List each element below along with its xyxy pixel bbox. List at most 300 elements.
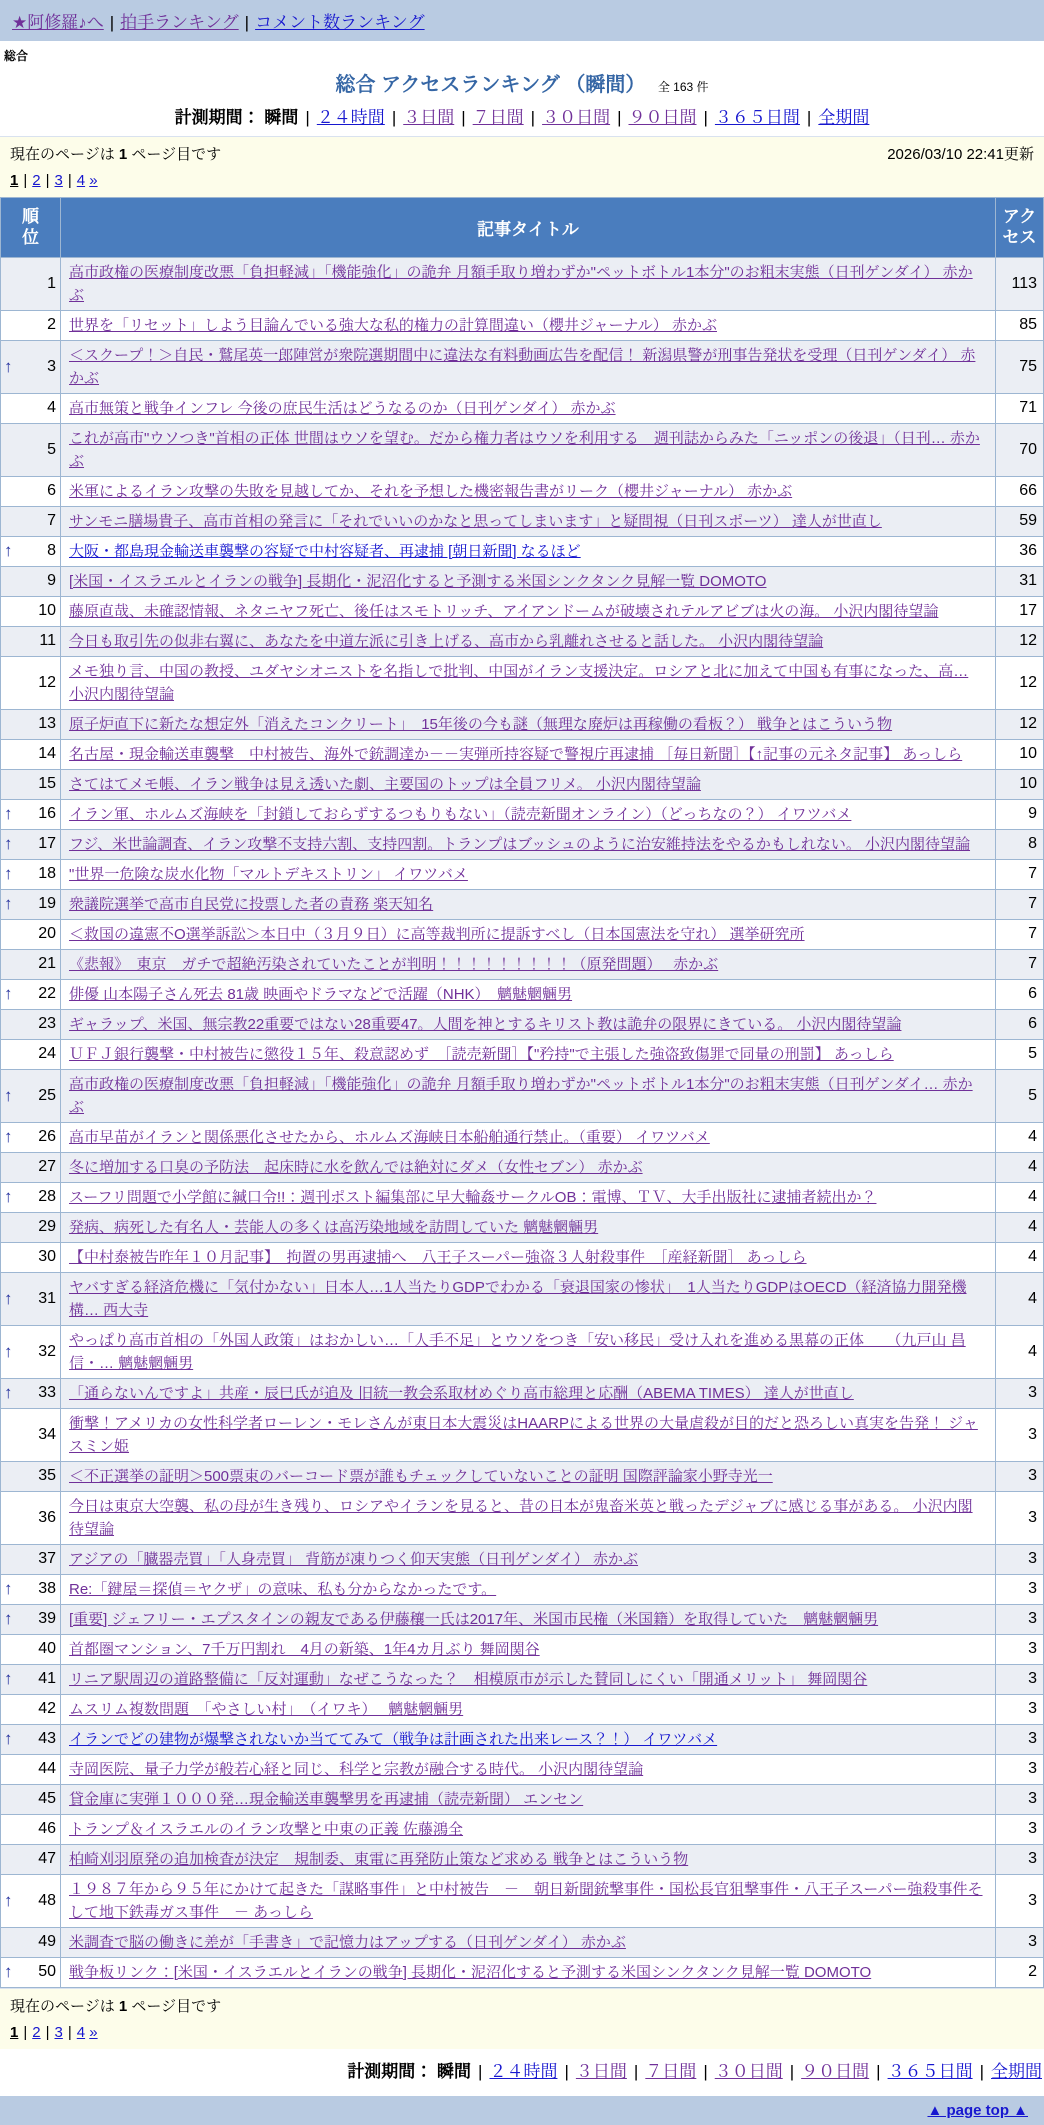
- article-link[interactable]: スーフリ問題で小学館に緘口令!!：週刊ポスト編集部に早大輪姦サークルOB：電博、ＴＶ、大手出版社に逮捕者続出か？: [69, 1188, 877, 1206]
- access-count: 3: [996, 1604, 1044, 1634]
- access-count: 3: [996, 1664, 1044, 1694]
- period-link[interactable]: ２４時間: [316, 108, 385, 127]
- period-link[interactable]: ９０日間: [628, 108, 697, 127]
- rank-cell: [1, 340, 61, 393]
- pagination-page-link[interactable]: 2: [32, 2023, 41, 2041]
- rank-cell: [1, 949, 61, 979]
- rank-number: 16: [38, 805, 56, 822]
- top-nav-link[interactable]: コメント数ランキング: [255, 13, 425, 32]
- table-row: [1, 596, 1044, 626]
- article-title-cell: [61, 1461, 996, 1491]
- article-link[interactable]: イラン軍、ホルムズ海峡を「封鎖しておらずするつもりもない」（読売新聞オンライン）（どっちなの？） イワツバメ: [69, 805, 852, 823]
- table-row: [1, 1182, 1044, 1212]
- period-link[interactable]: ２４時間: [489, 2061, 558, 2081]
- rank-cell: [1, 566, 61, 596]
- rank-cell: [1, 1242, 61, 1272]
- table-row: [1, 919, 1044, 949]
- article-link[interactable]: ＜救国の違憲不О選挙訴訟＞本日中（３月９日）に高等裁判所に提訴すべし（日本国憲法を守れ） 選挙研究所: [69, 925, 805, 943]
- table-row: [1, 1634, 1044, 1664]
- rank-number: 24: [38, 1045, 56, 1062]
- article-link[interactable]: 首都圏マンション、7千万円割れ 4月の新築、1年4カ月ぶり 舞岡関谷: [69, 1640, 540, 1658]
- rank-number: 23: [38, 1015, 56, 1032]
- pagination-top: [10, 172, 1034, 189]
- article-link[interactable]: 高市政権の医療制度改悪「負担軽減」「機能強化」の詭弁 月額手取り増わずか"ペットボトル1本分"のお粗末実態（日刊ゲンダイ） 赤かぶ: [69, 263, 973, 304]
- access-count: 4: [996, 1182, 1044, 1212]
- table-row: [1, 1491, 1044, 1544]
- rank-cell: [1, 1814, 61, 1844]
- rank-number: 5: [47, 440, 56, 458]
- article-link[interactable]: １９８７年から９５年にかけて起きた「謀略事件」と中村被告 － 朝日新聞銃撃事件・国松長官狙撃事件・八王子スーパー強殺事件そして地下鉄毒ガス事件 － あっしら: [69, 1880, 983, 1921]
- article-link[interactable]: 大阪・都島現金輸送車襲撃の容疑で中村容疑者、再逮捕 [朝日新聞] なるほど: [69, 542, 581, 560]
- table-row: [1, 1874, 1044, 1927]
- table-row: [1, 1212, 1044, 1242]
- board-label: 総合: [4, 49, 29, 63]
- rank-cell: [1, 1182, 61, 1212]
- article-link[interactable]: 今日は東京大空襲、私の母が生き残り、ロシアやイランを見ると、昔の日本が鬼畜米英と戦ったデジャブに感じる事がある。 小沢内閣待望論: [69, 1497, 973, 1538]
- table-row: [1, 340, 1044, 393]
- rank-cell: [1, 310, 61, 340]
- rank-number: 33: [38, 1384, 56, 1401]
- article-link[interactable]: [重要] ジェフリー・エプスタインの親友である伊藤穰一氏は2017年、米国市民権（米国籍）を取得していた 魑魅魍魎男: [69, 1610, 879, 1628]
- rank-cell: [1, 1122, 61, 1152]
- table-row: [1, 1724, 1044, 1754]
- period-link[interactable]: ７日間: [472, 108, 524, 127]
- table-row: [1, 1574, 1044, 1604]
- rank-up-icon: ↑: [4, 1127, 13, 1146]
- table-row: [1, 257, 1044, 310]
- rank-up-icon: ↑: [4, 1609, 13, 1628]
- rank-up-icon: ↑: [4, 1383, 13, 1402]
- rank-cell: [1, 1724, 61, 1754]
- rank-cell: [1, 423, 61, 476]
- article-title-cell: [61, 1378, 996, 1408]
- top-nav-link[interactable]: ★阿修羅♪へ: [12, 13, 104, 32]
- rank-up-icon: ↑: [4, 1085, 13, 1105]
- rank-cell: [1, 1664, 61, 1694]
- rank-cell: [1, 709, 61, 739]
- rank-number: 30: [38, 1248, 56, 1265]
- article-link[interactable]: さてはてメモ帳、イラン戦争は見え透いた劇、主要国のトップは全員フリメ。 小沢内閣待望論: [69, 775, 701, 793]
- article-link[interactable]: 名古屋・現金輸送車襲撃 中村被告、海外で銃調達か－－実弾所持容疑で警視庁再逮捕 ［毎日新聞］【↑記事の元ネタ記事】 あっしら: [69, 745, 963, 763]
- rank-cell: [1, 859, 61, 889]
- rank-number: 14: [38, 745, 56, 762]
- table-row: [1, 1604, 1044, 1634]
- page-top-bar: [0, 2096, 1044, 2125]
- article-title-cell: [61, 1491, 996, 1544]
- table-row: [1, 1069, 1044, 1122]
- article-link[interactable]: 高市早苗がイランと関係悪化させたから、ホルムズ海峡日本船舶通行禁止。（重要） イワツバメ: [69, 1128, 710, 1146]
- table-row: [1, 506, 1044, 536]
- rank-number: 26: [38, 1128, 56, 1145]
- article-title-cell: [61, 1544, 996, 1574]
- article-title-cell: [61, 1212, 996, 1242]
- rank-up-icon: ↑: [4, 834, 13, 853]
- article-link[interactable]: 衆議院選挙で高市自民党に投票した者の責務 楽天知名: [69, 895, 434, 913]
- article-title-cell: [61, 506, 996, 536]
- rank-cell: [1, 536, 61, 566]
- article-link[interactable]: ＜スクープ！＞自民・鷲尾英一郎陣営が衆院選期間中に違法な有料動画広告を配信！ 新潟県警が刑事告発状を受理（日刊ゲンダイ） 赤かぶ: [69, 346, 976, 387]
- rank-cell: [1, 1784, 61, 1814]
- pagination-next-link[interactable]: »: [89, 2023, 98, 2041]
- rank-up-icon: ↑: [4, 984, 13, 1003]
- rank-cell: [1, 1152, 61, 1182]
- table-row: [1, 1664, 1044, 1694]
- article-title-cell: [61, 1874, 996, 1927]
- pagination-current-page: 1: [10, 2023, 19, 2041]
- rank-cell: [1, 829, 61, 859]
- access-count: 3: [996, 1461, 1044, 1491]
- table-row: [1, 566, 1044, 596]
- separator: |: [67, 172, 72, 189]
- access-count: 3: [996, 1754, 1044, 1784]
- rank-cell: [1, 476, 61, 506]
- article-link[interactable]: アジアの「臓器売買」「人身売買」 背筋が凍りつく仰天実態（日刊ゲンダイ） 赤かぶ: [69, 1550, 639, 1568]
- rank-cell: [1, 1574, 61, 1604]
- rank-cell: [1, 1069, 61, 1122]
- separator: |: [67, 2023, 72, 2041]
- total-count: 全 163 件: [657, 80, 709, 94]
- article-title-cell: [61, 919, 996, 949]
- article-link[interactable]: 「通らないんですよ」共産・辰巳氏が追及 旧統一教会系取材めぐり高市総理と応酬（ABEMA TIMES） 達人が世直し: [69, 1384, 854, 1402]
- access-count: 75: [996, 340, 1044, 393]
- pagination-current-page: 1: [10, 172, 19, 189]
- article-title-cell: [61, 1604, 996, 1634]
- rank-up-icon: ↑: [4, 1729, 13, 1748]
- rank-number: 12: [38, 673, 56, 691]
- article-link[interactable]: リニア駅周辺の道路整備に「反対運動」なぜこうなった？ 相模原市が示した賛同しにくい「開通メリット」 舞岡関谷: [69, 1670, 868, 1688]
- access-count: 3: [996, 1694, 1044, 1724]
- rank-number: 41: [38, 1670, 56, 1687]
- pagination-page-link[interactable]: 4: [76, 2023, 86, 2041]
- access-count: 2: [996, 1957, 1044, 1987]
- rank-cell: [1, 257, 61, 310]
- article-title-cell: [61, 536, 996, 566]
- rank-cell: [1, 1212, 61, 1242]
- separator: |: [45, 172, 50, 189]
- article-title-cell: [61, 1814, 996, 1844]
- separator: |: [23, 2023, 28, 2041]
- table-row: [1, 769, 1044, 799]
- access-count: 12: [996, 709, 1044, 739]
- rank-cell: [1, 393, 61, 423]
- rank-number: 32: [38, 1342, 56, 1360]
- table-row: [1, 709, 1044, 739]
- rank-cell: [1, 1754, 61, 1784]
- article-title-cell: [61, 1242, 996, 1272]
- pagination-page-link[interactable]: 4: [76, 172, 86, 189]
- article-title-cell: [61, 1574, 996, 1604]
- access-count: 8: [996, 829, 1044, 859]
- rank-number: 3: [47, 357, 56, 375]
- rank-cell: [1, 1491, 61, 1544]
- pagination-next-link[interactable]: »: [89, 172, 98, 189]
- rank-number: 10: [38, 602, 56, 619]
- rank-number: 45: [38, 1790, 56, 1807]
- period-link[interactable]: ３０日間: [714, 2061, 783, 2081]
- article-title-cell: [61, 310, 996, 340]
- article-title-cell: [61, 799, 996, 829]
- separator: |: [876, 2061, 881, 2081]
- rank-number: 48: [38, 1891, 56, 1909]
- table-row: [1, 310, 1044, 340]
- article-link[interactable]: 発病、病死した有名人・芸能人の多くは高汚染地域を訪問していた 魑魅魍魎男: [69, 1218, 599, 1236]
- article-title-cell: [61, 1927, 996, 1957]
- article-title-cell: [61, 1408, 996, 1461]
- separator: |: [478, 2061, 483, 2081]
- period-label: 計測期間：: [174, 108, 260, 127]
- table-row: [1, 1957, 1044, 1987]
- table-row: [1, 1927, 1044, 1957]
- period-current: 瞬間: [264, 108, 299, 127]
- rank-up-icon: ↑: [4, 1669, 13, 1688]
- period-link[interactable]: 全期間: [991, 2061, 1042, 2081]
- separator: |: [979, 2061, 984, 2081]
- rank-up-icon: ↑: [4, 1890, 13, 1910]
- access-count: 12: [996, 626, 1044, 656]
- article-link[interactable]: イランでどの建物が爆撃されないか当ててみて（戦争は計画された出来レース？！） イワツバメ: [69, 1730, 718, 1748]
- article-link[interactable]: ヤバすぎる経済危機に「気付かない」日本人…1人当たりGDPでわかる「衰退国家の惨状」 1人当たりGDPはOECD（経済協力開発機構… 西大寺: [69, 1278, 967, 1319]
- table-row: [1, 739, 1044, 769]
- article-link[interactable]: 原子炉直下に新たな想定外「消えたコンクリート」 15年後の今も謎（無理な廃炉は再稼働の看板？） 戦争とはこういう物: [69, 715, 893, 733]
- article-link[interactable]: 世界を「リセット」しよう目論んでいる強大な私的権力の計算間違い（櫻井ジャーナル） 赤かぶ: [69, 316, 717, 334]
- period-link[interactable]: ９０日間: [801, 2061, 870, 2081]
- article-link[interactable]: 《悲報》 東京 ガチで超絶汚染されていたことが判明！！！！！！！！！（原発問題） 赤かぶ: [69, 955, 719, 973]
- article-link[interactable]: サンモニ膳場貴子、高市首相の発言に「それでいいのかなと思ってしまいます」と疑問視（日刊スポーツ） 達人が世直し: [69, 512, 882, 530]
- rank-number: 34: [38, 1425, 56, 1443]
- table-row: [1, 859, 1044, 889]
- article-link[interactable]: 高市政権の医療制度改悪「負担軽減」「機能強化」の詭弁 月額手取り増わずか"ペットボトル1本分"のお粗末実態（日刊ゲンダイ… 赤かぶ: [69, 1075, 973, 1116]
- access-count: 3: [996, 1378, 1044, 1408]
- top-nav-link[interactable]: 拍手ランキング: [120, 13, 239, 32]
- article-title-cell: [61, 979, 996, 1009]
- pagination-page-link[interactable]: 3: [54, 172, 63, 189]
- top-nav-bar: [0, 0, 1044, 41]
- article-title-cell: [61, 626, 996, 656]
- article-link[interactable]: 米軍によるイラン攻撃の失敗を見越してか、それを予想した機密報告書がリーク（櫻井ジャーナル） 赤かぶ: [69, 482, 793, 500]
- rank-cell: [1, 799, 61, 829]
- article-link[interactable]: 【中村泰被告昨年１０月記事】 拘置の男再逮捕へ 八王子スーパー強盗３人射殺事件 ［産経新聞］ あっしら: [69, 1248, 807, 1266]
- article-title-cell: [61, 423, 996, 476]
- pagination-page-link[interactable]: 3: [54, 2023, 63, 2041]
- article-title-cell: [61, 1325, 996, 1378]
- article-link[interactable]: 寺岡医院、量子力学が般若心経と同じ、科学と宗教が融合する時代。 小沢内閣待望論: [69, 1760, 644, 1778]
- access-count: 31: [996, 566, 1044, 596]
- rank-number: 22: [38, 985, 56, 1002]
- article-title-cell: [61, 1957, 996, 1987]
- rank-cell: [1, 919, 61, 949]
- article-link[interactable]: 藤原直哉、未確認情報、ネタニヤフ死亡、後任はスモトリッチ、アイアンドームが破壊されテルアビブは火の海。 小沢内閣待望論: [69, 602, 939, 620]
- rank-cell: [1, 626, 61, 656]
- article-link[interactable]: ギャラップ、米国、無宗教22重要ではない28重要47。人間を神とするキリスト教は詭弁の限界にきている。 小沢内閣待望論: [69, 1015, 902, 1033]
- access-count: 3: [996, 1408, 1044, 1461]
- table-row: [1, 1461, 1044, 1491]
- ranking-table: [0, 197, 1044, 1988]
- article-link[interactable]: 今日も取引先の似非右翼に、あなたを中道左派に引き上げる、高市から乳離れさせると話した。 小沢内閣待望論: [69, 632, 824, 650]
- page-top-link[interactable]: ▲ page top ▲: [927, 2101, 1028, 2119]
- article-link[interactable]: 戦争板リンク：[米国・イスラエルとイランの戦争] 長期化・泥沼化すると予測する米国シンクタンク見解一覧 DOMOTO: [69, 1963, 872, 1981]
- article-link[interactable]: ＵＦＪ銀行襲撃・中村被告に懲役１５年、殺意認めず ［読売新聞］【"矜持"で主張した強盗致傷罪で同量の刑罰】 あっしら: [69, 1045, 894, 1063]
- access-count: 12: [996, 656, 1044, 709]
- article-title-cell: [61, 709, 996, 739]
- rank-number: 15: [38, 775, 56, 792]
- rank-number: 47: [38, 1850, 56, 1867]
- column-header-access: アクセス: [996, 198, 1044, 258]
- separator: |: [633, 2061, 639, 2081]
- rank-up-icon: ↑: [4, 894, 13, 913]
- article-title-cell: [61, 1844, 996, 1874]
- access-count: 71: [996, 393, 1044, 423]
- access-count: 6: [996, 1009, 1044, 1039]
- rank-cell: [1, 1378, 61, 1408]
- rank-number: 43: [38, 1730, 56, 1747]
- page-title: 総合 アクセスランキング （瞬間）: [335, 74, 646, 96]
- article-link[interactable]: 俳優 山本陽子さん死去 81歳 映画やドラマなどで活躍（NHK） 魑魅魍魎男: [69, 985, 573, 1003]
- pagination-page-link[interactable]: 2: [32, 172, 41, 189]
- article-link[interactable]: 柏崎刈羽原発の追加検査が決定 規制委、東電に再発防止策など求める 戦争とはこういう物: [69, 1850, 689, 1868]
- article-title-cell: [61, 829, 996, 859]
- access-count: 10: [996, 739, 1044, 769]
- access-count: 4: [996, 1152, 1044, 1182]
- period-link[interactable]: ３日間: [575, 2061, 627, 2081]
- period-link[interactable]: 全期間: [818, 108, 870, 127]
- period-link[interactable]: ３日間: [403, 108, 455, 127]
- period-selector-bottom: [2, 2057, 1042, 2082]
- period-link[interactable]: ３６５日間: [887, 2061, 973, 2081]
- article-link[interactable]: [米国・イスラエルとイランの戦争] 長期化・泥沼化すると予測する米国シンクタンク見解一覧 DOMOTO: [69, 572, 767, 590]
- access-count: 5: [996, 1039, 1044, 1069]
- period-selector-top: [0, 103, 1044, 128]
- article-link[interactable]: フジ、米世論調査、イラン攻撃不支持六割、支持四割。トランプはブッシュのように治安維持法をやるかもしれない。 小沢内閣待望論: [69, 835, 971, 853]
- rank-number: 21: [38, 955, 56, 972]
- table-row: [1, 1844, 1044, 1874]
- period-links-bottom: [437, 2062, 1042, 2081]
- table-row: [1, 1009, 1044, 1039]
- rank-number: 46: [38, 1820, 56, 1837]
- rank-number: 2: [47, 316, 56, 333]
- rank-number: 39: [38, 1610, 56, 1627]
- rank-cell: [1, 1604, 61, 1634]
- article-link[interactable]: 冬に増加する口臭の予防法 起床時に水を飲んでは絶対にダメ（女性セブン） 赤かぶ: [69, 1158, 643, 1176]
- table-row: [1, 949, 1044, 979]
- table-row: [1, 1544, 1044, 1574]
- article-link[interactable]: Re:「鍵屋＝探偵＝ヤクザ」の意味、私も分からなかったです。: [69, 1580, 497, 1598]
- separator: |: [703, 108, 708, 127]
- rank-cell: [1, 1039, 61, 1069]
- separator: |: [109, 13, 115, 32]
- access-count: 10: [996, 769, 1044, 799]
- table-row: [1, 656, 1044, 709]
- table-row: [1, 799, 1044, 829]
- rank-number: 27: [38, 1158, 56, 1175]
- rank-number: 25: [38, 1086, 56, 1104]
- article-title-cell: [61, 476, 996, 506]
- article-title-cell: [61, 1754, 996, 1784]
- period-current: 瞬間: [437, 2061, 472, 2081]
- period-links: [264, 108, 869, 127]
- table-row: [1, 476, 1044, 506]
- rank-number: 13: [38, 715, 56, 732]
- rank-number: 20: [38, 925, 56, 942]
- top-nav-links: [12, 13, 425, 32]
- access-count: 4: [996, 1272, 1044, 1325]
- separator: |: [564, 2061, 569, 2081]
- access-count: 3: [996, 1844, 1044, 1874]
- period-link[interactable]: ３０日間: [542, 108, 611, 127]
- article-link[interactable]: ＜不正選挙の証明＞500票束のバーコード票が誰もチェックしていないことの証明 国際評論家小野寺光一: [69, 1467, 773, 1485]
- rank-number: 36: [38, 1508, 56, 1526]
- article-title-cell: [61, 1784, 996, 1814]
- article-title-cell: [61, 1694, 996, 1724]
- article-title-cell: [61, 769, 996, 799]
- table-row: [1, 1152, 1044, 1182]
- article-link[interactable]: 米調査で脳の働きに差が「手書き」で記憶力はアップする（日刊ゲンダイ） 赤かぶ: [69, 1933, 626, 1951]
- rank-number: 18: [38, 865, 56, 882]
- rank-cell: [1, 1844, 61, 1874]
- rank-cell: [1, 1927, 61, 1957]
- table-row: [1, 889, 1044, 919]
- separator: |: [806, 108, 812, 127]
- article-link[interactable]: 貸金庫に実弾１０００発…現金輸送車襲撃男を再逮捕（読売新聞） エンセン: [69, 1790, 584, 1808]
- separator: |: [703, 2061, 708, 2081]
- article-title-cell: [61, 1152, 996, 1182]
- rank-cell: [1, 506, 61, 536]
- article-title-cell: [61, 257, 996, 310]
- access-count: 3: [996, 1927, 1044, 1957]
- article-link[interactable]: これが高市"ウソつき"首相の正体 世間はウソを望む。だから権力者はウソを利用する 週刊誌からみた「ニッポンの後退」（日刊… 赤かぶ: [69, 429, 980, 470]
- access-count: 113: [996, 257, 1044, 310]
- article-title-cell: [61, 1122, 996, 1152]
- rank-cell: [1, 1544, 61, 1574]
- separator: |: [305, 108, 310, 127]
- period-label: 計測期間：: [347, 2061, 433, 2081]
- current-page-text: 現在のページは 1 ページ目です: [10, 1997, 222, 2015]
- article-link[interactable]: ムスリム複数問題 「やさしい村」 （イワキ） 魑魅魍魎男: [69, 1700, 464, 1718]
- table-row: [1, 979, 1044, 1009]
- rank-cell: [1, 1634, 61, 1664]
- rank-cell: [1, 1009, 61, 1039]
- access-count: 3: [996, 1634, 1044, 1664]
- rank-number: 50: [38, 1963, 56, 1980]
- page-info-box-bottom: [0, 1988, 1044, 2049]
- rank-number: 44: [38, 1760, 56, 1777]
- period-link[interactable]: ７日間: [645, 2061, 697, 2081]
- table-row: [1, 829, 1044, 859]
- article-link[interactable]: "世界一危険な炭水化物「マルトデキストリン」 イワツバメ: [69, 865, 468, 883]
- rank-number: 37: [38, 1550, 56, 1567]
- period-link[interactable]: ３６５日間: [714, 108, 800, 127]
- table-row: [1, 1754, 1044, 1784]
- article-link[interactable]: やっぱり高市首相の「外国人政策」はおかしい…「人手不足」とウソをつき「安い移民」受け入れを進める黒幕の正体 （九戸山 昌信・… 魑魅魍魎男: [69, 1331, 966, 1372]
- table-row: [1, 1039, 1044, 1069]
- article-link[interactable]: 高市無策と戦争インフレ 今後の庶民生活はどうなるのか（日刊ゲンダイ） 赤かぶ: [69, 399, 616, 417]
- article-link[interactable]: 衝撃！アメリカの女性科学者ローレン・モレさんが東日本大震災はHAARPによる世界の大量虐殺が目的だと恐ろしい真実を告発！ ジャスミン姫: [69, 1414, 978, 1455]
- rank-up-icon: ↑: [4, 1962, 13, 1981]
- rank-number: 9: [47, 572, 56, 589]
- separator: |: [789, 2061, 795, 2081]
- pagination-bottom: [10, 2024, 1034, 2041]
- rank-up-icon: ↑: [4, 1187, 13, 1206]
- rank-cell: [1, 1957, 61, 1987]
- table-header-row: [1, 198, 1044, 258]
- article-link[interactable]: トランプ＆イスラエルのイラン攻撃と中東の正義 佐藤鴻全: [69, 1820, 464, 1838]
- rank-number: 7: [47, 512, 56, 529]
- table-row: [1, 1694, 1044, 1724]
- article-link[interactable]: メモ独り言、中国の教授、ユダヤシオニストを名指しで批判、中国がイラン支援決定。ロシアと北に加えて中国も有事になった、高… 小沢内閣待望論: [69, 662, 969, 703]
- rank-cell: [1, 1408, 61, 1461]
- access-count: 85: [996, 310, 1044, 340]
- article-title-cell: [61, 596, 996, 626]
- rank-number: 28: [38, 1188, 56, 1205]
